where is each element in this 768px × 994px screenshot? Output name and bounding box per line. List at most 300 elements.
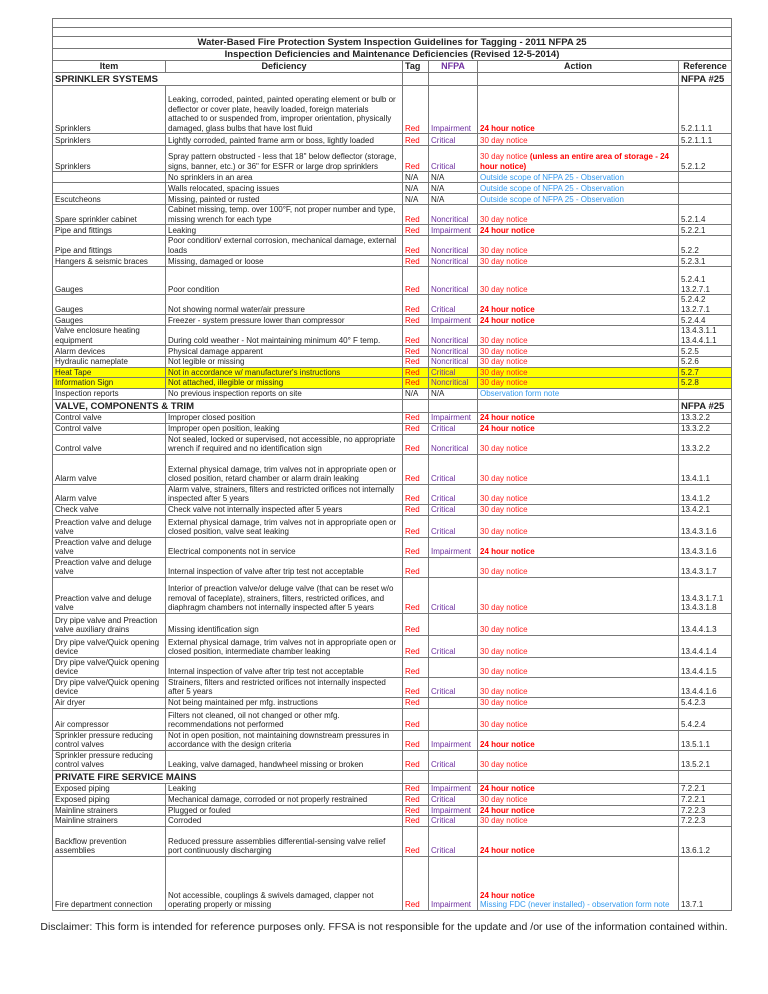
nfpa-cell: Noncritical	[429, 378, 478, 389]
item-cell: Exposed piping	[53, 783, 166, 794]
table-row	[53, 730, 732, 750]
item-cell: Mainline strainers	[53, 805, 166, 816]
item-cell: Inspection reports	[53, 388, 166, 399]
deficiency-cell: Improper closed position	[166, 412, 403, 423]
action-text: 30 day notice	[480, 135, 528, 145]
item-cell: Sprinkler pressure reducing control valves	[53, 730, 166, 750]
nfpa-cell: Noncritical	[429, 267, 478, 295]
reference-cell: 13.4.4.1.6	[679, 677, 732, 697]
tag-cell: Red	[403, 805, 429, 816]
tag-cell: Red	[403, 378, 429, 389]
blank-row	[53, 28, 732, 37]
tag-cell: Red	[403, 537, 429, 557]
reference-cell	[679, 183, 732, 194]
header-deficiency: Deficiency	[166, 61, 403, 73]
nfpa-cell: Impairment	[429, 783, 478, 794]
table-row	[53, 295, 732, 315]
action-text: 30 day notice	[480, 444, 528, 453]
table-row	[53, 783, 732, 794]
item-cell: Dry pipe valve/Quick opening device	[53, 635, 166, 657]
action-cell	[478, 172, 679, 183]
deficiency-cell: Leaking	[166, 783, 403, 794]
document-subtitle: Inspection Deficiencies and Maintenance Deficiencies (Revised 12-5-2014)	[53, 49, 732, 61]
tag-cell: Red	[403, 816, 429, 827]
reference-cell: 7.2.2.3	[679, 805, 732, 816]
item-cell: Hydraulic nameplate	[53, 357, 166, 368]
tag-cell: Red	[403, 577, 429, 613]
action-text: 30 day notice	[480, 795, 528, 804]
tag-cell: Red	[403, 205, 429, 225]
header-action: Action	[478, 61, 679, 73]
reference-cell: 5.2.4.2 13.2.7.1	[679, 295, 732, 315]
action-cell	[478, 783, 679, 794]
item-cell: Exposed piping	[53, 794, 166, 805]
table-row	[53, 346, 732, 357]
action-text: 24 hour notice	[480, 225, 535, 235]
blank-cell	[478, 73, 679, 86]
nfpa-cell: Impairment	[429, 730, 478, 750]
tag-cell: Red	[403, 635, 429, 657]
action-text: 30 day notice	[480, 647, 528, 656]
reference-cell: 5.2.1.1.1	[679, 86, 732, 134]
item-cell: Mainline strainers	[53, 816, 166, 827]
nfpa-cell: Critical	[429, 750, 478, 770]
tag-cell: Red	[403, 236, 429, 256]
disclaimer: Disclaimer: This form is intended for reference purposes only. FFSA is not responsible for the update and /or use of the information contained within.	[40, 920, 728, 933]
reference-cell	[679, 194, 732, 205]
table-row	[53, 484, 732, 504]
action-cell	[478, 826, 679, 856]
action-cell	[478, 730, 679, 750]
item-cell	[53, 183, 166, 194]
reference-cell: 13.4.3.1.7.1 13.4.3.1.8	[679, 577, 732, 613]
table-row	[53, 537, 732, 557]
item-cell: Alarm valve	[53, 454, 166, 484]
action-text: 30 day notice	[480, 367, 528, 377]
reference-cell: 13.4.4.1.4	[679, 635, 732, 657]
nfpa-cell: Noncritical	[429, 236, 478, 256]
table-row	[53, 86, 732, 134]
nfpa-cell	[429, 613, 478, 635]
action-text: 30 day notice	[480, 720, 528, 729]
table-row	[53, 504, 732, 515]
deficiency-cell: Lightly corroded, painted frame arm or boss, lightly loaded	[166, 134, 403, 146]
action-text: 30 day notice	[480, 603, 528, 612]
deficiency-cell: Spray pattern obstructed - less that 18" below deflector (storage, signs, banner, etc.) or 36" for ESFR or large drop sprinklers	[166, 146, 403, 172]
table-row	[53, 577, 732, 613]
nfpa-cell: Critical	[429, 504, 478, 515]
item-cell: Gauges	[53, 315, 166, 326]
nfpa-cell	[429, 657, 478, 677]
deficiency-cell: Not being maintained per mfg. instructions	[166, 697, 403, 708]
nfpa-cell: Critical	[429, 577, 478, 613]
section-reference: NFPA #25	[679, 399, 732, 412]
action-text: (unless an entire area of storage - 24 hour notice)	[480, 152, 669, 171]
tag-cell: N/A	[403, 183, 429, 194]
item-cell: Gauges	[53, 267, 166, 295]
item-cell: Alarm valve	[53, 484, 166, 504]
deficiency-cell: No sprinklers in an area	[166, 172, 403, 183]
item-cell: Control valve	[53, 412, 166, 423]
item-cell: Sprinkler pressure reducing control valves	[53, 750, 166, 770]
nfpa-cell: Critical	[429, 515, 478, 537]
table-row	[53, 423, 732, 434]
reference-cell: 13.7.1	[679, 856, 732, 910]
item-cell: Control valve	[53, 434, 166, 454]
table-row	[53, 816, 732, 827]
blank-cell	[403, 399, 429, 412]
item-cell: Backflow prevention assemblies	[53, 826, 166, 856]
action-text: 24 hour notice	[480, 784, 535, 793]
reference-cell: 13.4.3.1.6	[679, 515, 732, 537]
nfpa-cell: Impairment	[429, 412, 478, 423]
action-text: 30 day notice	[480, 214, 528, 224]
action-text: Outside scope of NFPA 25 - Observation	[480, 194, 624, 204]
item-cell: Air compressor	[53, 708, 166, 730]
tag-cell: Red	[403, 225, 429, 236]
reference-cell: 5.2.1.4	[679, 205, 732, 225]
table-row	[53, 256, 732, 267]
action-cell	[478, 86, 679, 134]
action-text: Outside scope of NFPA 25 - Observation	[480, 183, 624, 193]
action-cell	[478, 295, 679, 315]
section-header	[53, 399, 732, 412]
tag-cell: Red	[403, 677, 429, 697]
tag-cell: Red	[403, 504, 429, 515]
tag-cell: Red	[403, 515, 429, 537]
nfpa-cell	[429, 697, 478, 708]
deficiency-cell: Not in open position, not maintaining downstream pressures in accordance with the design criteria	[166, 730, 403, 750]
deficiency-cell: Leaking, valve damaged, handwheel missing or broken	[166, 750, 403, 770]
item-cell: Valve enclosure heating equipment	[53, 326, 166, 346]
blank-cell	[429, 73, 478, 86]
item-cell: Sprinklers	[53, 134, 166, 146]
action-text: 24 hour notice	[480, 424, 535, 433]
action-cell	[478, 805, 679, 816]
item-cell: Preaction valve and deluge valve	[53, 515, 166, 537]
table-row	[53, 388, 732, 399]
item-cell: Pipe and fittings	[53, 236, 166, 256]
action-cell	[478, 557, 679, 577]
item-cell: Air dryer	[53, 697, 166, 708]
table-row	[53, 357, 732, 368]
deficiency-cell: Corroded	[166, 816, 403, 827]
nfpa-cell: Critical	[429, 134, 478, 146]
table-row	[53, 750, 732, 770]
tag-cell: Red	[403, 346, 429, 357]
action-text: 30 day notice	[480, 687, 528, 696]
action-text: 30 day notice	[480, 698, 528, 707]
tag-cell: Red	[403, 750, 429, 770]
deficiency-cell: Check valve not internally inspected after 5 years	[166, 504, 403, 515]
nfpa-cell: Critical	[429, 295, 478, 315]
action-text: 30 day notice	[480, 284, 528, 294]
item-cell: Preaction valve and deluge valve	[53, 537, 166, 557]
reference-cell: 13.4.3.1.7	[679, 557, 732, 577]
item-cell: Heat Tape	[53, 367, 166, 378]
item-cell: Fire department connection	[53, 856, 166, 910]
nfpa-cell: Critical	[429, 816, 478, 827]
tag-cell: Red	[403, 484, 429, 504]
reference-cell: 13.3.2.2	[679, 423, 732, 434]
action-text: 30 day notice	[480, 567, 528, 576]
action-text: 30 day notice	[480, 816, 528, 825]
action-text: 24 hour notice	[480, 315, 535, 325]
nfpa-cell: N/A	[429, 388, 478, 399]
tag-cell: Red	[403, 357, 429, 368]
deficiency-cell: Not attached, illegible or missing	[166, 378, 403, 389]
action-text: 30 day notice	[480, 760, 528, 769]
deficiency-cell: Physical damage apparent	[166, 346, 403, 357]
section-title: PRIVATE FIRE SERVICE MAINS	[53, 770, 403, 783]
table-row	[53, 225, 732, 236]
action-cell	[478, 205, 679, 225]
tag-cell: Red	[403, 295, 429, 315]
deficiency-cell: External physical damage, trim valves not in appropriate open or closed position, intermediate chamber leaking	[166, 635, 403, 657]
reference-cell: 5.2.8	[679, 378, 732, 389]
action-cell	[478, 146, 679, 172]
action-cell	[478, 504, 679, 515]
tag-cell: Red	[403, 557, 429, 577]
reference-cell: 5.2.2.1	[679, 225, 732, 236]
deficiency-cell: Alarm valve, strainers, filters and restricted orifices not internally inspected after 5 years	[166, 484, 403, 504]
nfpa-cell: Impairment	[429, 805, 478, 816]
action-text: 30 day notice	[480, 505, 528, 514]
action-text: 24 hour notice	[480, 547, 535, 556]
blank-row	[53, 19, 732, 28]
item-cell: Escutcheons	[53, 194, 166, 205]
action-text: 24 hour notice	[480, 805, 535, 815]
deficiency-cell: Internal inspection of valve after trip test not acceptable	[166, 657, 403, 677]
tag-cell: Red	[403, 657, 429, 677]
action-cell	[478, 378, 679, 389]
tag-cell: N/A	[403, 172, 429, 183]
action-cell	[478, 434, 679, 454]
nfpa-cell	[429, 708, 478, 730]
item-cell: Gauges	[53, 295, 166, 315]
tag-cell: N/A	[403, 194, 429, 205]
deficiency-cell: Missing, damaged or loose	[166, 256, 403, 267]
item-cell: Check valve	[53, 504, 166, 515]
reference-cell: 13.6.1.2	[679, 826, 732, 856]
nfpa-cell: N/A	[429, 172, 478, 183]
section-reference	[679, 770, 732, 783]
reference-cell: 7.2.2.3	[679, 816, 732, 827]
action-cell	[478, 367, 679, 378]
deficiency-cell: Plugged or fouled	[166, 805, 403, 816]
nfpa-cell: Critical	[429, 454, 478, 484]
tag-cell: Red	[403, 423, 429, 434]
deficiency-cell: Internal inspection of valve after trip test not acceptable	[166, 557, 403, 577]
item-cell: Hangers & seismic braces	[53, 256, 166, 267]
tag-cell: Red	[403, 708, 429, 730]
section-header	[53, 770, 732, 783]
table-row	[53, 515, 732, 537]
nfpa-cell: N/A	[429, 194, 478, 205]
action-cell	[478, 657, 679, 677]
action-cell	[478, 183, 679, 194]
table-row	[53, 794, 732, 805]
action-text: Missing FDC (never installed) - observation form note	[480, 900, 670, 909]
deficiency-cell: During cold weather - Not maintaining minimum 40° F temp.	[166, 326, 403, 346]
action-cell	[478, 856, 679, 910]
tag-cell: Red	[403, 367, 429, 378]
reference-cell: 5.2.7	[679, 367, 732, 378]
action-cell	[478, 816, 679, 827]
item-cell: Information Sign	[53, 378, 166, 389]
reference-cell: 5.2.1.1.1	[679, 134, 732, 146]
item-cell: Preaction valve and deluge valve	[53, 577, 166, 613]
action-text: Outside scope of NFPA 25 - Observation	[480, 172, 624, 182]
table-row	[53, 856, 732, 910]
nfpa-cell: Noncritical	[429, 256, 478, 267]
tag-cell: Red	[403, 315, 429, 326]
nfpa-cell: Impairment	[429, 537, 478, 557]
reference-cell	[679, 388, 732, 399]
tag-cell: Red	[403, 794, 429, 805]
nfpa-cell: Critical	[429, 146, 478, 172]
tag-cell: Red	[403, 134, 429, 146]
blank-cell	[478, 399, 679, 412]
deficiency-cell: Strainers, filters and restricted orifices not internally inspected after 5 years	[166, 677, 403, 697]
reference-cell: 5.2.4.4	[679, 315, 732, 326]
deficiency-cell: Not accessible, couplings & swivels damaged, clapper not operating properly or missing	[166, 856, 403, 910]
action-text: 30 day notice	[480, 152, 530, 161]
nfpa-cell: Noncritical	[429, 326, 478, 346]
tag-cell: Red	[403, 783, 429, 794]
table-row	[53, 454, 732, 484]
action-cell	[478, 256, 679, 267]
tag-cell: Red	[403, 267, 429, 295]
deficiency-cell: External physical damage, trim valves not in appropriate open or closed position, retard chamber or alarm drain leaking	[166, 454, 403, 484]
reference-cell: 5.2.1.2	[679, 146, 732, 172]
table-row	[53, 205, 732, 225]
deficiency-cell: Not showing normal water/air pressure	[166, 295, 403, 315]
reference-cell: 13.4.3.1.1 13.4.4.1.1	[679, 326, 732, 346]
table-row	[53, 146, 732, 172]
reference-cell: 5.2.6	[679, 357, 732, 368]
nfpa-cell: Impairment	[429, 86, 478, 134]
table-row	[53, 326, 732, 346]
table-row	[53, 378, 732, 389]
section-reference: NFPA #25	[679, 73, 732, 86]
nfpa-cell: Impairment	[429, 856, 478, 910]
reference-cell: 7.2.2.1	[679, 783, 732, 794]
reference-cell: 5.2.3.1	[679, 256, 732, 267]
item-cell: Preaction valve and deluge valve	[53, 557, 166, 577]
reference-cell: 5.4.2.3	[679, 697, 732, 708]
reference-cell: 7.2.2.1	[679, 794, 732, 805]
deficiency-cell: Not legible or missing	[166, 357, 403, 368]
reference-cell: 13.4.4.1.5	[679, 657, 732, 677]
nfpa-cell: Critical	[429, 484, 478, 504]
action-text: 24 hour notice	[480, 846, 535, 855]
table-row	[53, 194, 732, 205]
action-cell	[478, 225, 679, 236]
action-cell	[478, 194, 679, 205]
action-cell	[478, 515, 679, 537]
tag-cell: Red	[403, 730, 429, 750]
deficiency-cell: Electrical components not in service	[166, 537, 403, 557]
section-title: VALVE, COMPONENTS & TRIM	[53, 399, 403, 412]
table-row	[53, 172, 732, 183]
tag-cell: Red	[403, 434, 429, 454]
action-text: 30 day notice	[480, 256, 528, 266]
action-cell	[478, 537, 679, 557]
tag-cell: Red	[403, 146, 429, 172]
nfpa-cell: Critical	[429, 423, 478, 434]
nfpa-cell: Noncritical	[429, 357, 478, 368]
reference-cell: 5.4.2.4	[679, 708, 732, 730]
action-text: 30 day notice	[480, 474, 528, 483]
action-text: 24 hour notice	[480, 123, 535, 133]
blank-cell	[403, 73, 429, 86]
blank-cell	[403, 770, 429, 783]
reference-cell: 13.5.2.1	[679, 750, 732, 770]
table-row	[53, 236, 732, 256]
table-row	[53, 557, 732, 577]
deficiency-cell: Freezer - system pressure lower than compressor	[166, 315, 403, 326]
nfpa-cell: Impairment	[429, 315, 478, 326]
action-cell	[478, 357, 679, 368]
tag-cell: Red	[403, 86, 429, 134]
item-cell: Dry pipe valve/Quick opening device	[53, 657, 166, 677]
deficiency-cell: Missing, painted or rusted	[166, 194, 403, 205]
deficiency-cell: Cabinet missing, temp. over 100°F, not proper number and type, missing wrench for each type	[166, 205, 403, 225]
action-cell	[478, 346, 679, 357]
table-row	[53, 635, 732, 657]
table-row	[53, 315, 732, 326]
nfpa-cell: Noncritical	[429, 434, 478, 454]
action-text: 30 day notice	[480, 527, 528, 536]
action-cell	[478, 708, 679, 730]
reference-cell: 13.4.1.2	[679, 484, 732, 504]
nfpa-cell: Critical	[429, 635, 478, 657]
nfpa-cell: Critical	[429, 367, 478, 378]
action-cell	[478, 613, 679, 635]
action-text: 30 day notice	[480, 335, 528, 345]
item-cell: Dry pipe valve and Preaction valve auxiliary drains	[53, 613, 166, 635]
nfpa-cell: Critical	[429, 677, 478, 697]
action-cell	[478, 794, 679, 805]
action-text: 30 day notice	[480, 245, 528, 255]
action-cell	[478, 454, 679, 484]
deficiency-cell: Walls relocated, spacing issues	[166, 183, 403, 194]
action-text: 30 day notice	[480, 378, 528, 387]
action-cell	[478, 750, 679, 770]
table-row	[53, 805, 732, 816]
tag-cell: Red	[403, 412, 429, 423]
table-row	[53, 613, 732, 635]
action-text: 24 hour notice	[480, 890, 535, 900]
action-cell	[478, 635, 679, 657]
action-cell	[478, 388, 679, 399]
reference-cell: 5.2.4.1 13.2.7.1	[679, 267, 732, 295]
item-cell: Alarm devices	[53, 346, 166, 357]
table-row	[53, 677, 732, 697]
nfpa-cell: Impairment	[429, 225, 478, 236]
nfpa-cell	[429, 557, 478, 577]
action-cell	[478, 577, 679, 613]
reference-cell: 5.2.5	[679, 346, 732, 357]
action-cell	[478, 315, 679, 326]
action-text: 24 hour notice	[480, 304, 535, 314]
reference-cell: 13.4.1.1	[679, 454, 732, 484]
header-reference: Reference	[679, 61, 732, 73]
tag-cell: Red	[403, 613, 429, 635]
item-cell: Sprinklers	[53, 86, 166, 134]
action-cell	[478, 326, 679, 346]
